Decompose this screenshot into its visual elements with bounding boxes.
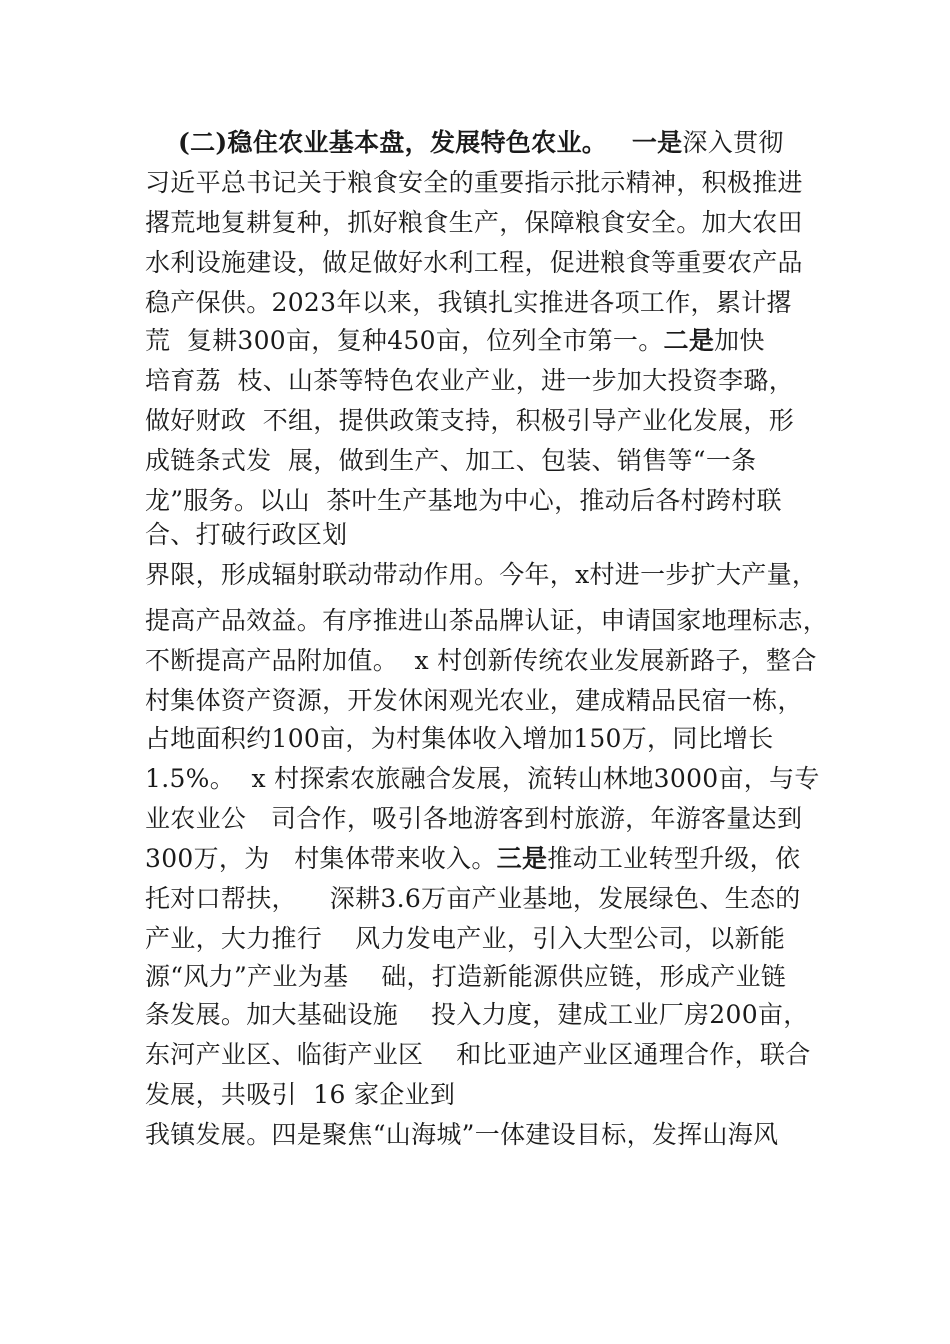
text-segment: 加快 [714, 326, 765, 355]
text-segment: 1.5%。 x 村探索农旅融合发展，流转山林地3000亩，与专 [145, 764, 820, 793]
text-line [145, 208, 803, 238]
text-segment: 托对口帮扶， 深耕3.6万亩产业基地，发展绿色、生态的 [145, 884, 801, 913]
text-line [145, 560, 817, 590]
text-line [145, 962, 786, 992]
text-segment [607, 128, 632, 157]
text-segment: 提高产品效益。有序推进山茶品牌认证，申请国家地理标志， [145, 606, 829, 635]
text-line [145, 884, 801, 914]
text-line [145, 804, 802, 834]
text-segment: 稳产保供。2023年以来，我镇扎实推进各项工作，累计撂 [145, 288, 792, 317]
text-line [145, 844, 800, 874]
text-segment: 习近平总书记关于粮食安全的重要指示批示精神，积极推进 [145, 168, 803, 197]
text-line [145, 724, 774, 754]
bold-text-segment: 三是 [496, 844, 548, 873]
text-segment: 我镇发展。四是聚焦“山海城”一体建设目标，发挥山海风 [145, 1120, 779, 1149]
text-segment: 界限，形成辐射联动带动作用。今年，x村进一步扩大产量， [145, 560, 818, 589]
text-line [145, 764, 820, 794]
text-segment: 合、打破行政区划 [145, 520, 348, 549]
text-segment: 不断提高产品附加值。 x 村创新传统农业发展新路子，整合 [145, 646, 817, 675]
text-line [145, 646, 817, 676]
text-line [145, 686, 803, 716]
text-segment: 东河产业区、临街产业区 和比亚迪产业区通理合作，联合 [145, 1040, 811, 1069]
text-line [145, 924, 785, 954]
text-segment [145, 128, 178, 157]
text-segment: 源“风力”产业为基 础，打造新能源供应链，形成产业链 [145, 962, 787, 991]
text-segment: 做好财政 不组，提供政策支持，积极引导产业化发展，形 [145, 406, 794, 435]
text-segment: 发展，共吸引 16 家企业到 [145, 1080, 456, 1109]
bold-text-segment: 二是 [663, 326, 715, 355]
text-line [145, 1080, 455, 1110]
text-segment: 成链条式发 展，做到生产、加工、包装、销售等“一条 [145, 446, 757, 475]
text-line [145, 520, 347, 550]
text-segment: 推动工业转型升级，依 [547, 844, 801, 873]
text-segment: 300万，为 村集体带来收入。 [145, 844, 497, 873]
text-segment: 村集体资产资源，开发休闲观光农业，建成精品民宿一栋， [145, 686, 803, 715]
text-segment: 水利设施建设，做足做好水利工程，促进粮食等重要农产品 [145, 248, 803, 277]
text-segment: 产业，大力推行 风力发电产业，引入大型公司，以新能 [145, 924, 786, 953]
bold-text-segment: (二)稳住农业基本盘，发展特色农业。 [178, 128, 608, 157]
text-line [145, 1000, 809, 1030]
text-line [145, 1040, 811, 1070]
text-line [145, 128, 784, 158]
text-line [145, 366, 794, 396]
text-line [145, 288, 792, 318]
text-segment: 荒 复耕300亩，复种450亩，位列全市第一。 [145, 326, 664, 355]
text-line [145, 606, 828, 636]
text-line [145, 326, 765, 356]
text-line [145, 248, 803, 278]
bold-text-segment: 一是 [631, 128, 683, 157]
text-line [145, 406, 794, 436]
text-segment: 深入贯彻 [682, 128, 784, 157]
text-line [145, 168, 803, 198]
text-segment: 撂荒地复耕复种，抓好粮食生产，保障粮食安全。加大农田 [145, 208, 803, 237]
text-line [145, 446, 756, 476]
text-segment: 占地面积约100亩，为村集体收入增加150万，同比增长 [145, 724, 774, 753]
text-line [145, 486, 782, 516]
text-segment: 培育荔 枝、山茶等特色农业产业，进一步加大投资李璐， [145, 366, 794, 395]
text-segment: 龙”服务。以山 茶叶生产基地为中心，推动后各村跨村联 [145, 486, 782, 515]
text-segment: 业农业公 司合作，吸引各地游客到村旅游，年游客量达到 [145, 804, 803, 833]
text-segment: 条发展。加大基础设施 投入力度，建成工业厂房200亩， [145, 1000, 809, 1029]
text-line [145, 1120, 778, 1150]
